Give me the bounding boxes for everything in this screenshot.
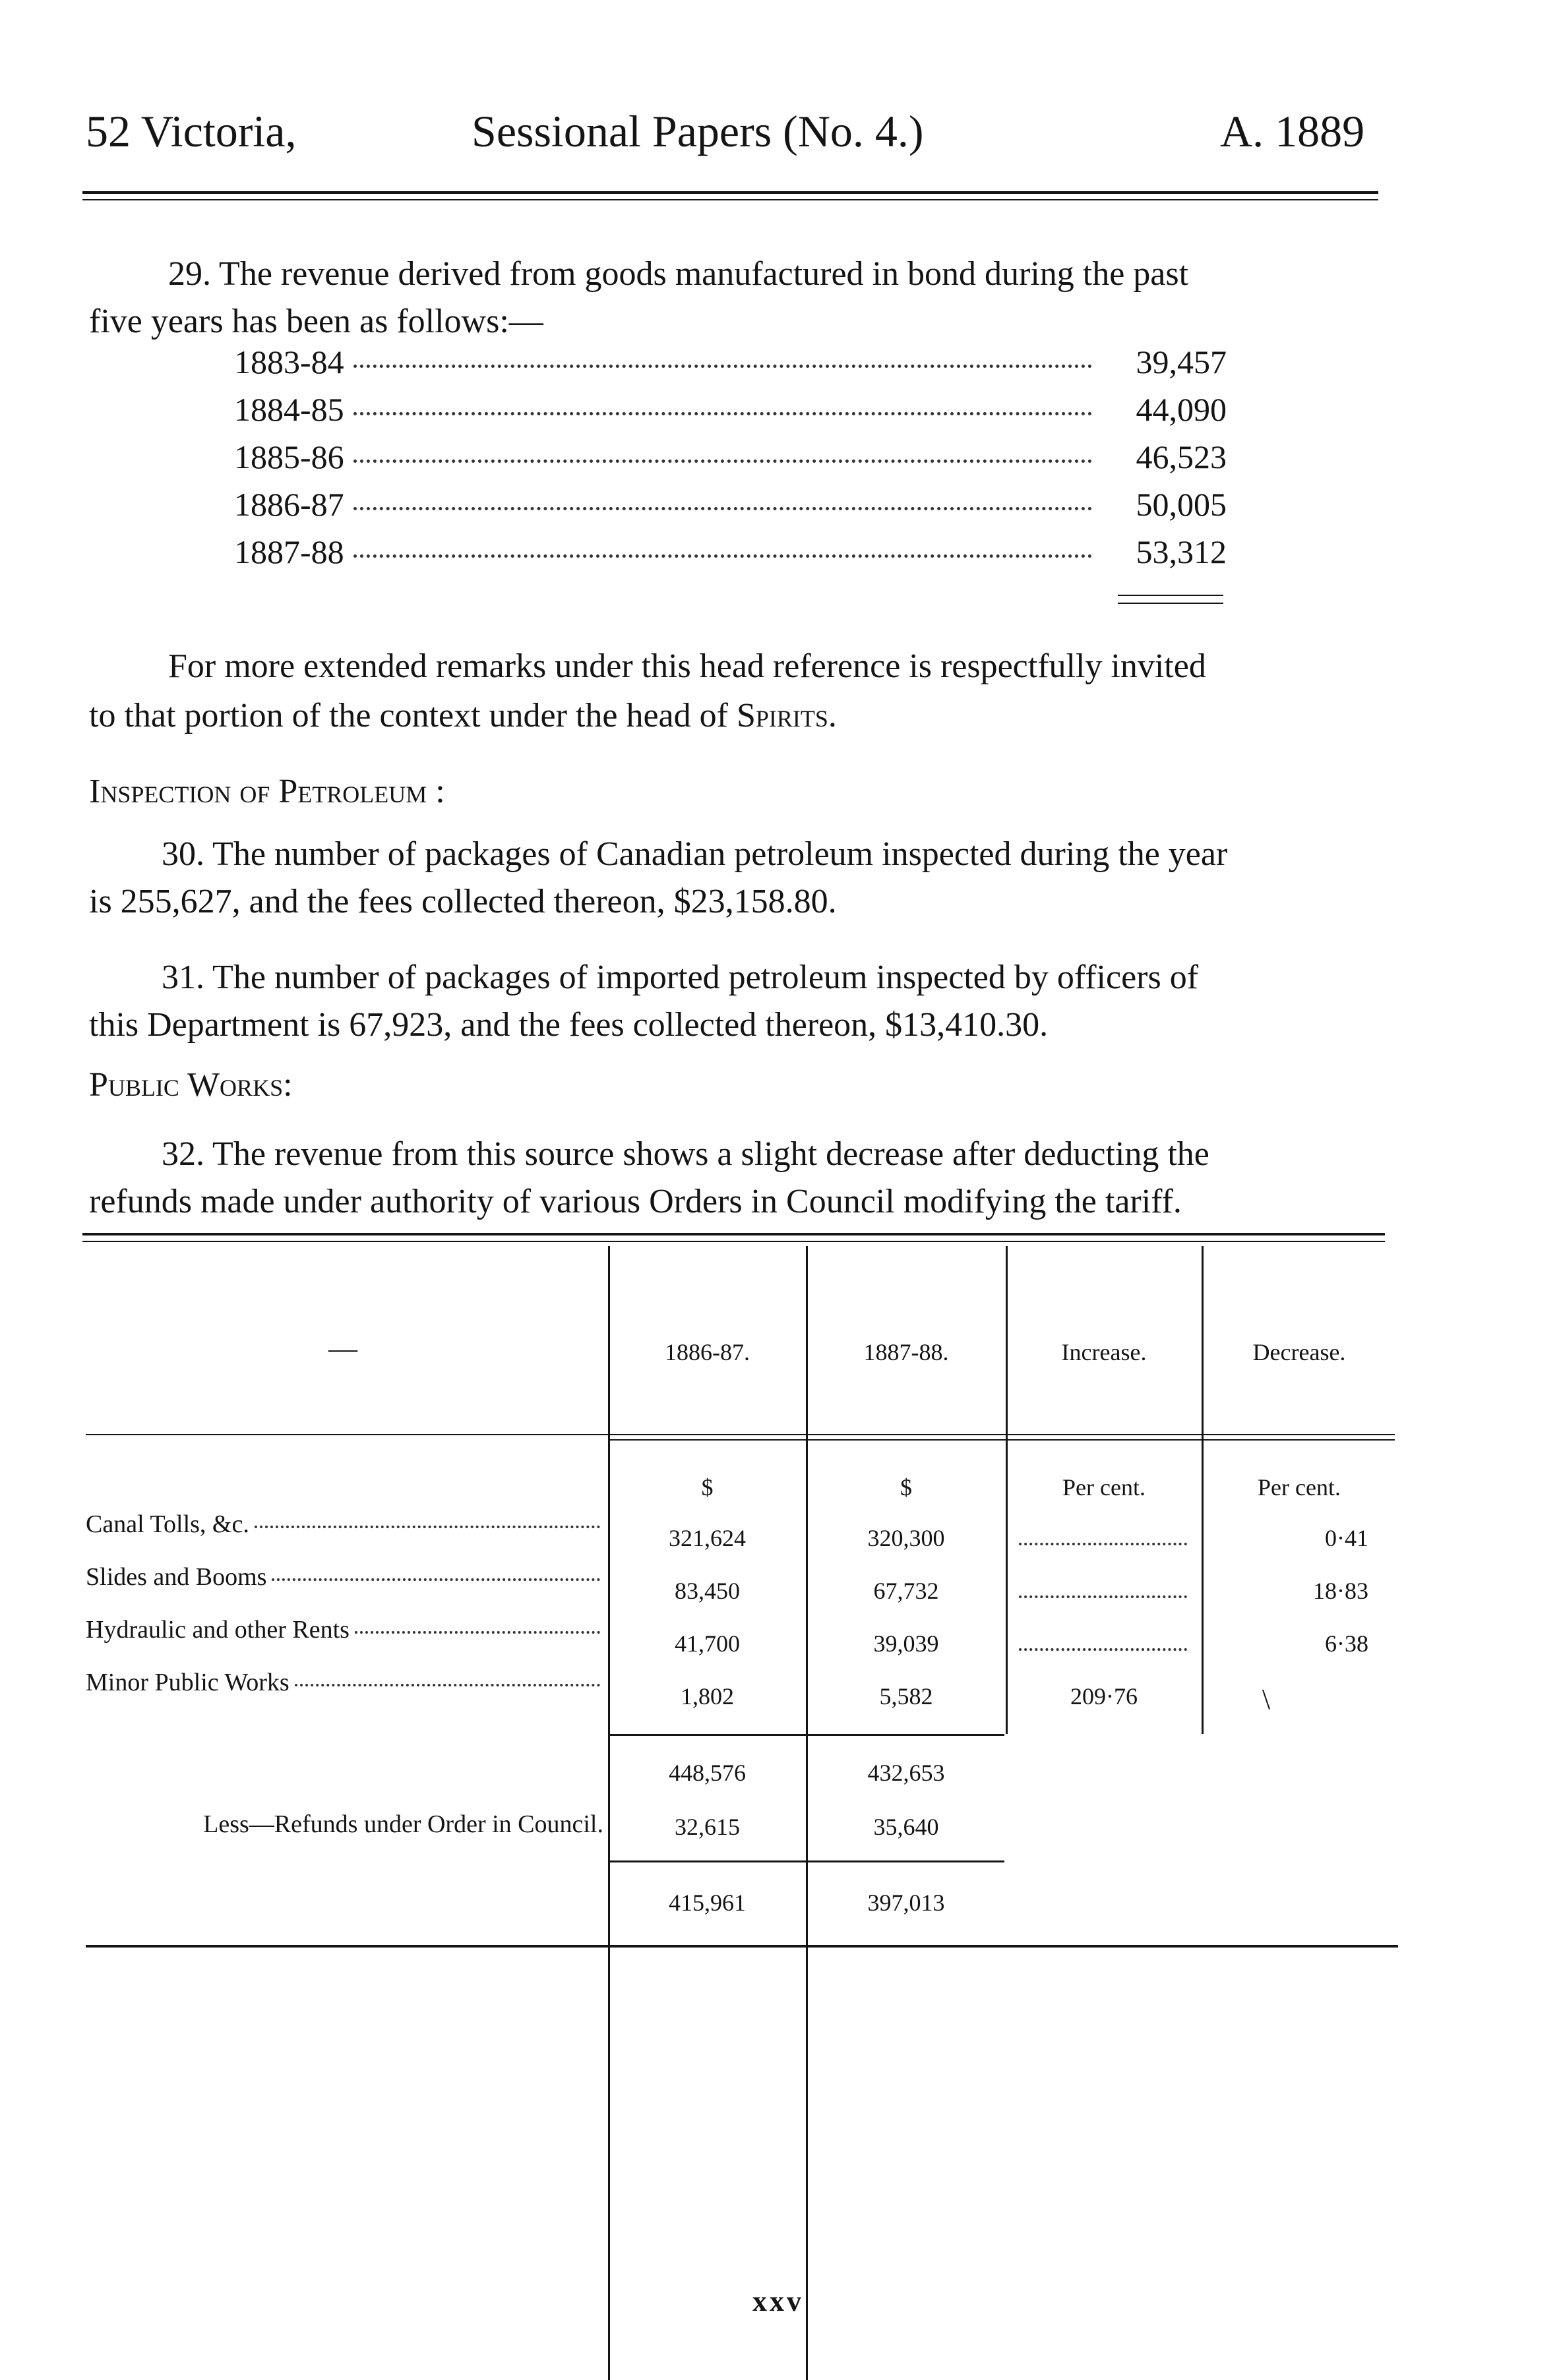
col-header-decrease: Decrease. [1252,1339,1346,1365]
revenue-value: 50,005 [1136,486,1227,523]
para31-line2: this Department is 67,923, and the fees collected thereon, $13,410.30. [89,1006,1049,1044]
col-header-1886-87: 1886-87. [665,1339,750,1365]
unit-increase: Per cent. [1062,1474,1146,1501]
header-rule [82,191,1378,194]
leader-dots [295,1684,600,1686]
net-1887-88: 397,013 [867,1889,945,1916]
cell-1887-88: 320,300 [867,1525,945,1551]
page-number: xxv [752,2285,804,2317]
less-1887-88: 35,640 [873,1814,939,1840]
remarks-spirits: Spirits. [736,697,837,734]
row-label-text: Canal Tolls, &c. [86,1510,249,1538]
cell-decrease: 0·41 [1325,1525,1368,1551]
row-label-text: Slides and Booms [86,1563,267,1591]
leader-dots [255,1526,600,1528]
revenue-year: 1884-85 [234,391,344,428]
leader-dots [353,460,1092,463]
header-right: A. 1889 [1220,106,1365,156]
cell-1887-88: 5,582 [879,1683,933,1710]
total-1887-88: 432,653 [867,1760,945,1786]
cell-1886-87: 321,624 [669,1525,746,1551]
less-refunds-text: Less—Refunds under Order in Council. [203,1810,603,1838]
header-divider-rule-2 [610,1439,1395,1441]
total-double-rule-2 [1118,603,1223,604]
empty-dots [1019,1543,1187,1545]
section-heading-petroleum: Inspection of Petroleum : [89,773,445,810]
remarks-line2 [89,692,837,740]
para32-line2: refunds made under authority of various Orders in Council modifying the tariff. [89,1183,1182,1220]
cell-1887-88: 67,732 [873,1578,939,1604]
cell-decrease: \ [1262,1683,1271,1715]
header-center: Sessional Papers (No. 4.) [472,106,924,156]
table-row-label [86,1615,600,1644]
revenue-row [234,390,1227,429]
para30-line2: is 255,627, and the fees collected thereon, $23,158.80. [89,883,837,920]
cell-1886-87: 41,700 [675,1630,740,1657]
table-top-rule [82,1233,1385,1235]
unit-1887-88: $ [900,1474,912,1501]
unit-decrease: Per cent. [1258,1474,1341,1501]
empty-dots [1019,1595,1187,1598]
revenue-row [234,343,1227,381]
leader-dots [353,412,1092,415]
less-1886-87: 32,615 [675,1814,740,1840]
total-double-rule [1118,595,1223,596]
cell-1886-87: 83,450 [675,1578,740,1604]
less-refunds-label [109,1810,603,1839]
revenue-year: 1885-86 [234,438,344,475]
leader-dots [353,554,1092,558]
revenue-value: 46,523 [1136,438,1227,475]
leader-dots [353,365,1092,368]
subtotal-rule [610,1734,1004,1736]
revenue-row [234,438,1227,476]
row-label-text: Hydraulic and other Rents [86,1616,350,1644]
col-header-1887-88: 1887-88. [863,1339,949,1365]
header-left: 52 Victoria, [86,106,297,156]
revenue-value: 39,457 [1136,343,1227,380]
row-label-text: Minor Public Works [86,1669,290,1696]
total-1886-87: 448,576 [669,1760,746,1786]
table-top-rule-2 [82,1241,1385,1242]
table-row-label [86,1510,600,1539]
para29-line1: 29. The revenue derived from goods manufactured in bond during the past [168,255,1189,293]
net-rule [610,1860,1004,1862]
revenue-year: 1883-84 [234,343,344,380]
table-row-label [86,1562,600,1592]
revenue-year: 1887-88 [234,533,344,570]
revenue-value: 53,312 [1136,533,1227,570]
leader-dots [353,507,1092,510]
para31-line1: 31. The number of packages of imported petroleum inspected by officers of [162,959,1199,996]
revenue-year: 1886-87 [234,486,344,523]
remarks-line1: For more extended remarks under this head reference is respectfully invited [168,647,1206,685]
header-divider-rule [86,1434,1395,1435]
col-header-label: — [328,1332,357,1365]
leader-dots [272,1578,600,1581]
empty-dots [1019,1648,1187,1651]
cell-1887-88: 39,039 [873,1630,939,1657]
revenue-value: 44,090 [1136,391,1227,428]
header-rule-2 [82,199,1378,200]
cell-decrease: 18·83 [1313,1578,1368,1604]
table-row-label [86,1668,600,1697]
revenue-row [234,485,1227,523]
para32-line1: 32. The revenue from this source shows a slight decrease after deducting the [162,1135,1209,1173]
col-header-increase: Increase. [1061,1339,1147,1365]
net-1886-87: 415,961 [669,1889,746,1916]
cell-decrease: 6·38 [1325,1630,1368,1657]
cell-1886-87: 1,802 [681,1683,734,1710]
unit-1886-87: $ [701,1474,714,1501]
para30-line1: 30. The number of packages of Canadian petroleum inspected during the year [162,835,1228,873]
remarks-text: to that portion of the context under the head of [89,697,737,734]
table-bottom-rule [86,1945,1398,1948]
para29-line2: five years has been as follows:— [89,303,543,340]
revenue-row [234,533,1227,571]
section-heading-public-works: Public Works: [89,1066,293,1104]
leader-dots [355,1631,600,1634]
cell-increase: 209·76 [1070,1683,1138,1710]
